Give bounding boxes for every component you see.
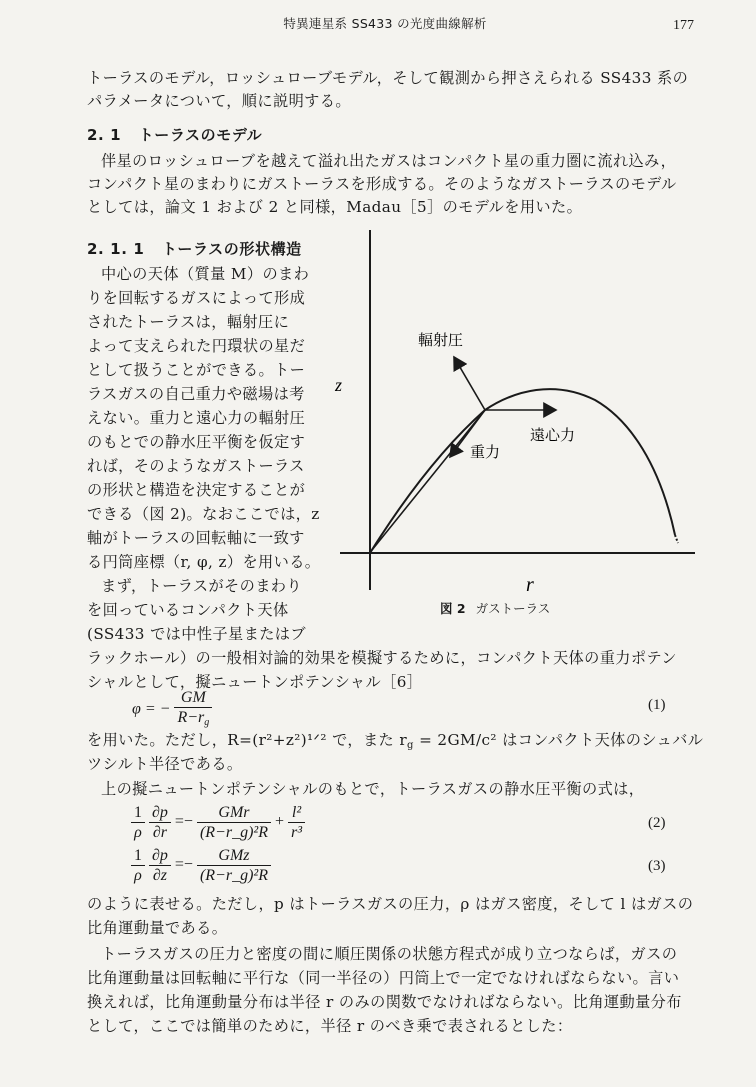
equation-2: $\frac{1}{\rho}$ $\frac{\partial p}{\partial r}$ =− $\frac{\text{GMr}}{\text{(R−r\_g)²R}}$ + $\frac{\text{l²}}{\text{r³}}$ — [131, 803, 305, 842]
caption-text: ガストーラス — [475, 601, 551, 616]
torus-dotted-tail — [675, 535, 678, 543]
eq2-d-den: r³ — [291, 824, 303, 841]
equation-1 — [132, 688, 212, 732]
left-column-line: ラスガスの自己重力や磁場は考 — [87, 385, 305, 403]
final-para-line: トーラスガスの圧力と密度の間に順圧関係の状態方程式が成り立つならば，ガスの — [101, 945, 678, 963]
after-eq1-line: ツシルト半径である。 — [87, 755, 243, 773]
left-column-line: まず，トーラスがそのまわり — [101, 577, 302, 595]
section-number: 2. 1 — [87, 126, 122, 144]
eq1-den-text: R−r — [177, 709, 205, 726]
eq3-a-den: ρ — [134, 867, 142, 884]
after-eq1-part: = 2GM/c² はコンパクト天体のシュバル — [413, 731, 704, 749]
eq2-a-den: ρ — [134, 824, 142, 841]
section-2-1-line: としては，論文 1 および 2 と同様，Madau［5］のモデルを用いた。 — [87, 198, 583, 216]
left-column-line: (SS433 では中性子星またはブ — [87, 625, 306, 643]
eq2-frac-d — [288, 803, 305, 842]
final-para-line: 比角運動量は回転軸に平行な（同一半径の）円筒上で一定でなければならない。言い — [87, 969, 680, 987]
caption-number: 図 2 — [440, 601, 466, 616]
left-column-line: の形状と構造を決定することが — [87, 481, 306, 499]
intro-line-2: パラメータについて，順に説明する。 — [87, 92, 351, 110]
full-width-line: ラックホール）の一般相対論的効果を模擬するために，コンパクト天体の重力ポテン — [87, 649, 677, 667]
after-eq1-sub: g — [407, 740, 414, 751]
left-column-line: 軸がトーラスの回転軸に一致す — [87, 529, 305, 547]
eq1-fraction — [174, 688, 212, 732]
left-column-line: を回っているコンパクト天体 — [87, 601, 289, 619]
after-eq3-line: のように表せる。ただし，p はトーラスガスの圧力，ρ はガス密度，そして l はガスの — [87, 895, 694, 913]
left-column-line: る円筒座標（r, φ, z）を用いる。 — [87, 553, 321, 571]
section-title: トーラスのモデル — [138, 126, 263, 144]
after-eq1-part: を用いた。ただし，R=(r²+z²)¹ᐟ² で，また r — [87, 731, 408, 749]
full-width-line: シャルとして，擬ニュートンポテンシャル［6］ — [87, 673, 423, 691]
section-2-1-1-heading — [87, 238, 302, 259]
subsection-number: 2. 1. 1 — [87, 240, 145, 258]
eq2-c-den: (R−r_g)²R — [199, 824, 268, 841]
eq3-b-num: ∂p — [149, 846, 171, 866]
equation-number-1: (1) — [648, 697, 666, 713]
section-2-1-line: コンパクト星のまわりにガストーラスを形成する。そのようなガストーラスのモデル — [87, 175, 677, 193]
equation-number-2: (2) — [648, 815, 666, 831]
eq3-c-num: GMz — [197, 846, 271, 866]
left-column-line: よって支えられた円環状の星だ — [87, 337, 306, 355]
radiation-pressure-arrow — [454, 357, 485, 410]
eq3-frac-b — [149, 846, 171, 885]
final-para-line: 換えれば，比角運動量分布は半径 r のみの関数でなければならない。比角運動量分布 — [87, 993, 682, 1011]
running-title: 特異連星系 SS433 の光度曲線解析 — [283, 16, 487, 31]
eq2-b-num: ∂p — [149, 803, 171, 823]
eq2-d-num: l² — [288, 803, 305, 823]
eq3-c-den: (R−r_g)²R — [199, 867, 268, 884]
eq2-a-num: 1 — [131, 803, 145, 823]
figure-caption — [440, 599, 550, 617]
eq3-frac-a — [131, 846, 145, 885]
left-column-line: りを回転するガスによって形成 — [87, 289, 306, 307]
eq1-numerator: GM — [174, 688, 212, 708]
left-column-line: できる（図 2)。なおここでは，z — [87, 505, 320, 523]
eq2-frac-a — [131, 803, 145, 842]
equation-number-3: (3) — [648, 858, 666, 874]
section-2-1-line: 伴星のロッシュローブを越えて溢れ出たガスはコンパクト星の重力圏に流れ込み， — [101, 152, 677, 170]
axis-label-r: r — [526, 574, 534, 596]
label-radiation-pressure: 輻射圧 — [418, 331, 464, 349]
before-eq2-line: 上の擬ニュートンポテンシャルのもとで，トーラスガスの静水圧平衡の式は， — [101, 780, 645, 798]
final-para-line: として，ここでは簡単のために，半径 r のべき乗で表されるとした： — [87, 1017, 573, 1035]
eq2-frac-c — [197, 803, 271, 842]
eq1-lhs: φ = − — [132, 700, 171, 718]
eq2-frac-b — [149, 803, 171, 842]
after-eq3-line: 比角運動量である。 — [87, 919, 228, 937]
left-column-line: として扱うことができる。トー — [87, 361, 306, 379]
left-column-line: えない。重力と遠心力の輻射圧 — [87, 409, 306, 427]
torus-figure — [330, 225, 700, 605]
eq3-a-num: 1 — [131, 846, 145, 866]
eq2-c-num: GMr — [197, 803, 271, 823]
left-column-line: されたトーラスは，輻射圧に — [87, 313, 290, 331]
gravity-line — [372, 410, 485, 550]
eq3-frac-c — [197, 846, 271, 885]
torus-surface-curve — [370, 389, 675, 553]
left-column-line: 中心の天体（質量 M）のまわ — [101, 265, 310, 283]
eq2-b-den: ∂r — [152, 824, 168, 841]
eq1-den-sub: g — [204, 717, 210, 728]
label-centrifugal: 遠心力 — [530, 426, 576, 444]
intro-line-1: トーラスのモデル，ロッシュローブモデル，そして観測から押さえられる SS433 系の — [87, 69, 689, 87]
label-gravity: 重力 — [470, 443, 501, 461]
left-column-line: のもとでの静水圧平衡を仮定す — [87, 433, 306, 451]
subsection-title: トーラスの形状構造 — [161, 240, 302, 258]
eq3-b-den: ∂z — [152, 867, 168, 884]
axis-label-z: z — [335, 375, 343, 395]
page-number: 177 — [673, 18, 694, 33]
equation-3: $\frac{1}{\rho}$ $\frac{\partial p}{\partial z}$ =− $\frac{\text{GMz}}{\text{(R−r\_g)²R}}$ — [131, 846, 271, 885]
section-2-1-heading — [87, 124, 262, 145]
left-column-line: れば，そのようなガストーラス — [87, 457, 305, 475]
